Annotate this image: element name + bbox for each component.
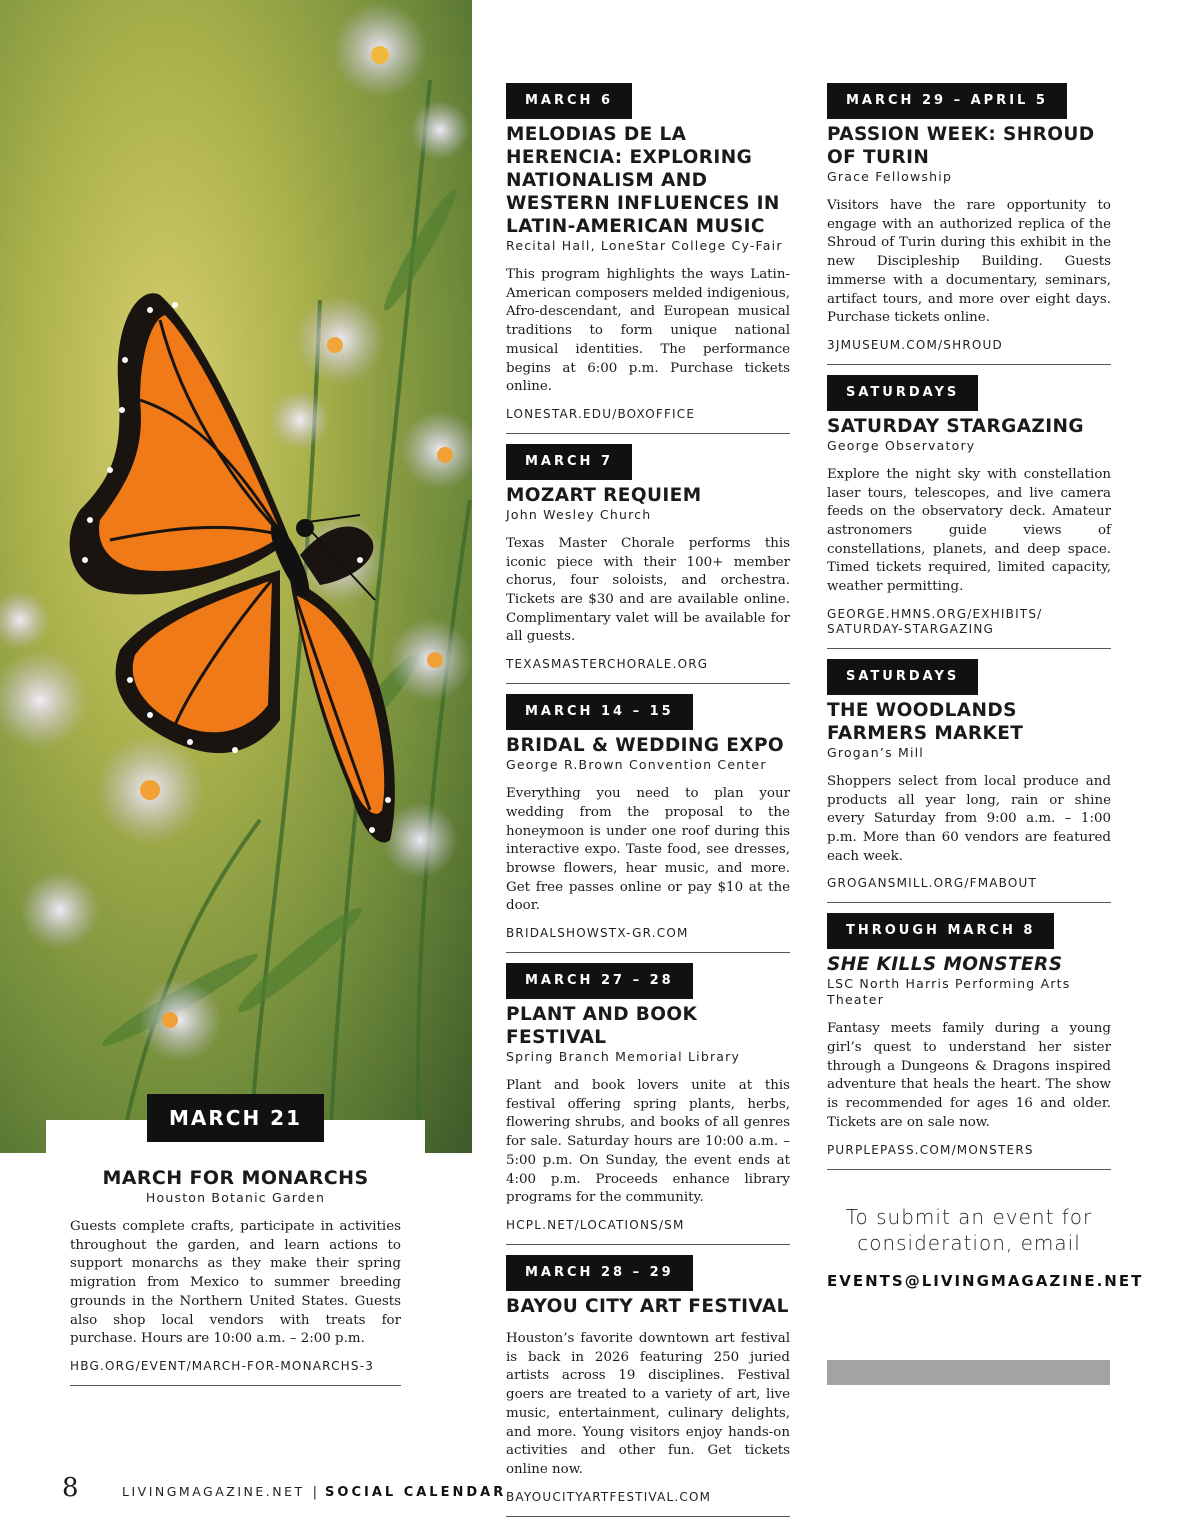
event-description: Texas Master Chorale performs this iconic piece with their 100+ member chorus, four soloists, and orchestra. Tickets are $30 and are available online. Complimentary valet will be available for all guests. — [506, 535, 790, 645]
event-venue: Spring Branch Memorial Library — [506, 1049, 741, 1065]
feature-event-title: MARCH FOR MONARCHS — [102, 1167, 369, 1189]
event-date-tag: SATURDAYS — [827, 375, 978, 411]
event-card — [827, 659, 1111, 904]
submit-event-text: To submit an event for consideration, email — [845, 1205, 1093, 1255]
event-venue: LSC North Harris Performing Arts Theater — [827, 976, 1071, 1008]
butterfly-illustration — [0, 0, 472, 1153]
event-venue: Recital Hall, LoneStar College Cy-Fair — [506, 238, 783, 253]
event-card — [827, 83, 1111, 365]
event-link[interactable]: BRIDALSHOWSTX-GR.COM — [506, 926, 790, 953]
event-description: This program highlights the ways Latin-American composers melded indigenious, Afro-descendant, and European musical traditions to form unique national musical identities. The performance begins at 6:00 p.m. Purchase tickets online. — [506, 267, 790, 395]
event-card — [506, 83, 790, 434]
event-date-tag: SATURDAYS — [827, 659, 978, 695]
event-date-tag: MARCH 7 — [506, 444, 632, 480]
event-link[interactable]: TEXASMASTERCHORALE.ORG — [506, 657, 790, 684]
feature-event-link[interactable]: HBG.ORG/EVENT/MARCH-FOR-MONARCHS-3 — [70, 1359, 401, 1386]
feature-event-description: Guests complete crafts, participate in activities throughout the garden, and learn actions to support monarchs as they make their spring migration from Mexico to summer breeding grounds in the Northern United States. Guests also shop local vendors with treats for purchase. Hours are 10:00 a.m. – 2:00 p.m. — [70, 1219, 401, 1347]
event-title: MELODIAS DE LA HERENCIA: EXPLORING NATIONALISM AND WESTERN INFLUENCES IN LATIN-AMERICAN MUSIC — [506, 124, 780, 237]
event-card — [506, 444, 790, 684]
event-title: PASSION WEEK: SHROUD OF TURIN — [827, 124, 1095, 168]
submit-event-box — [827, 1204, 1144, 1290]
event-link[interactable]: PURPLEPASS.COM/MONSTERS — [827, 1143, 1111, 1170]
event-venue: John Wesley Church — [506, 506, 652, 522]
event-title: SHE KILLS MONSTERS — [827, 954, 1063, 976]
event-title: PLANT AND BOOK FESTIVAL — [506, 1004, 698, 1049]
event-venue: George R.Brown Convention Center — [506, 757, 767, 773]
middle-column — [506, 83, 790, 1527]
event-card — [506, 1255, 790, 1517]
event-card — [506, 963, 790, 1245]
event-link[interactable]: LONESTAR.EDU/BOXOFFICE — [506, 407, 790, 434]
monarch-butterfly-photo — [0, 0, 472, 1153]
event-title: BRIDAL & WEDDING EXPO — [506, 735, 785, 757]
submit-event-email-link[interactable]: EVENTS@LIVINGMAGAZINE.NET — [827, 1272, 1144, 1290]
event-description: Shoppers select from local produce and products all year long, rain or shine every Saturday from 9:00 a.m. – 1:00 p.m. More than 60 vendors are featured each week. — [827, 773, 1111, 864]
event-date-tag: MARCH 27 – 28 — [506, 963, 693, 999]
event-description: Explore the night sky with constellation laser tours, telescopes, and live camera feeds on the observatory deck. Amateur astronomers guide views of constellations, planets, and deep space. Timed tickets required, limited capacity, weather permitting. — [827, 466, 1111, 595]
event-venue: Grace Fellowship — [827, 169, 953, 184]
event-link[interactable]: BAYOUCITYARTFESTIVAL.COM — [506, 1490, 790, 1517]
right-column — [827, 83, 1111, 1180]
event-card — [827, 375, 1111, 649]
event-link[interactable]: 3JMUSEUM.COM/SHROUD — [827, 338, 1111, 365]
event-card — [827, 913, 1111, 1169]
event-date-tag: MARCH 28 – 29 — [506, 1255, 693, 1291]
page-footer — [62, 1473, 506, 1503]
footer-section-name: SOCIAL CALENDAR — [325, 1485, 507, 1500]
event-title: MOZART REQUIEM — [506, 484, 702, 506]
event-title: THE WOODLANDS FARMERS MARKET — [827, 699, 1024, 744]
event-link[interactable]: GROGANSMILL.ORG/FMABOUT — [827, 876, 1111, 903]
grey-divider-bar — [827, 1360, 1110, 1385]
feature-event — [70, 1163, 401, 1386]
event-date-tag: MARCH 14 – 15 — [506, 694, 693, 730]
event-description: Fantasy meets family during a young girl’s quest to understand her sister through a Dungeons & Dragons inspired adventure that heals the heart. The show is recommended for ages 16 and older. Tickets are on sale now. — [827, 1021, 1111, 1130]
event-card — [506, 694, 790, 953]
footer-separator: | — [312, 1485, 318, 1500]
page-number: 8 — [62, 1473, 79, 1503]
event-description: Visitors have the rare opportunity to engage with an authorized replica of the Shroud of Turin during this exhibit in the new Discipleship Building. Guests immerse with a documentary, seminars, artifact tours, and more over eight days. Purchase tickets online. — [827, 198, 1111, 326]
footer-site-link[interactable]: LIVINGMAGAZINE.NET — [122, 1484, 305, 1499]
event-description: Houston’s favorite downtown art festival is back in 2026 featuring 250 juried artists across 19 disciplines. Festival goers are treated to a variety of art, live music, entertainment, culinary delights, and more. Young visitors enjoy hands-on activities and other fun. Get tickets online now. — [506, 1330, 790, 1477]
event-description: Everything you need to plan your wedding from the proposal to the honeymoon is under one roof during this interactive expo. Taste food, see dresses, browse flowers, hear music, and more. Get free passes online or pay $10 at the door. — [506, 786, 790, 914]
feature-event-venue: Houston Botanic Garden — [145, 1190, 326, 1205]
feature-date-tag: MARCH 21 — [147, 1094, 324, 1142]
event-date-tag: MARCH 6 — [506, 83, 632, 119]
event-venue: Grogan’s Mill — [827, 744, 924, 760]
event-title: SATURDAY STARGAZING — [827, 415, 1084, 437]
event-title: BAYOU CITY ART FESTIVAL — [506, 1295, 789, 1317]
event-link[interactable]: HCPL.NET/LOCATIONS/SM — [506, 1218, 790, 1245]
event-date-tag: THROUGH MARCH 8 — [827, 913, 1054, 949]
event-venue: George Observatory — [827, 437, 976, 453]
event-description: Plant and book lovers unite at this festival offering spring plants, herbs, flowering shrubs, and books of all genres for sale. Saturday hours are 10:00 a.m. – 5:00 p.m. On Sunday, the event ends at 4:00 p.m. Proceeds enhance library programs for the community. — [506, 1078, 790, 1206]
event-link[interactable]: GEORGE.HMNS.ORG/EXHIBITS/ SATURDAY-STARGAZING — [827, 607, 1111, 649]
event-date-tag: MARCH 29 – APRIL 5 — [827, 83, 1067, 119]
